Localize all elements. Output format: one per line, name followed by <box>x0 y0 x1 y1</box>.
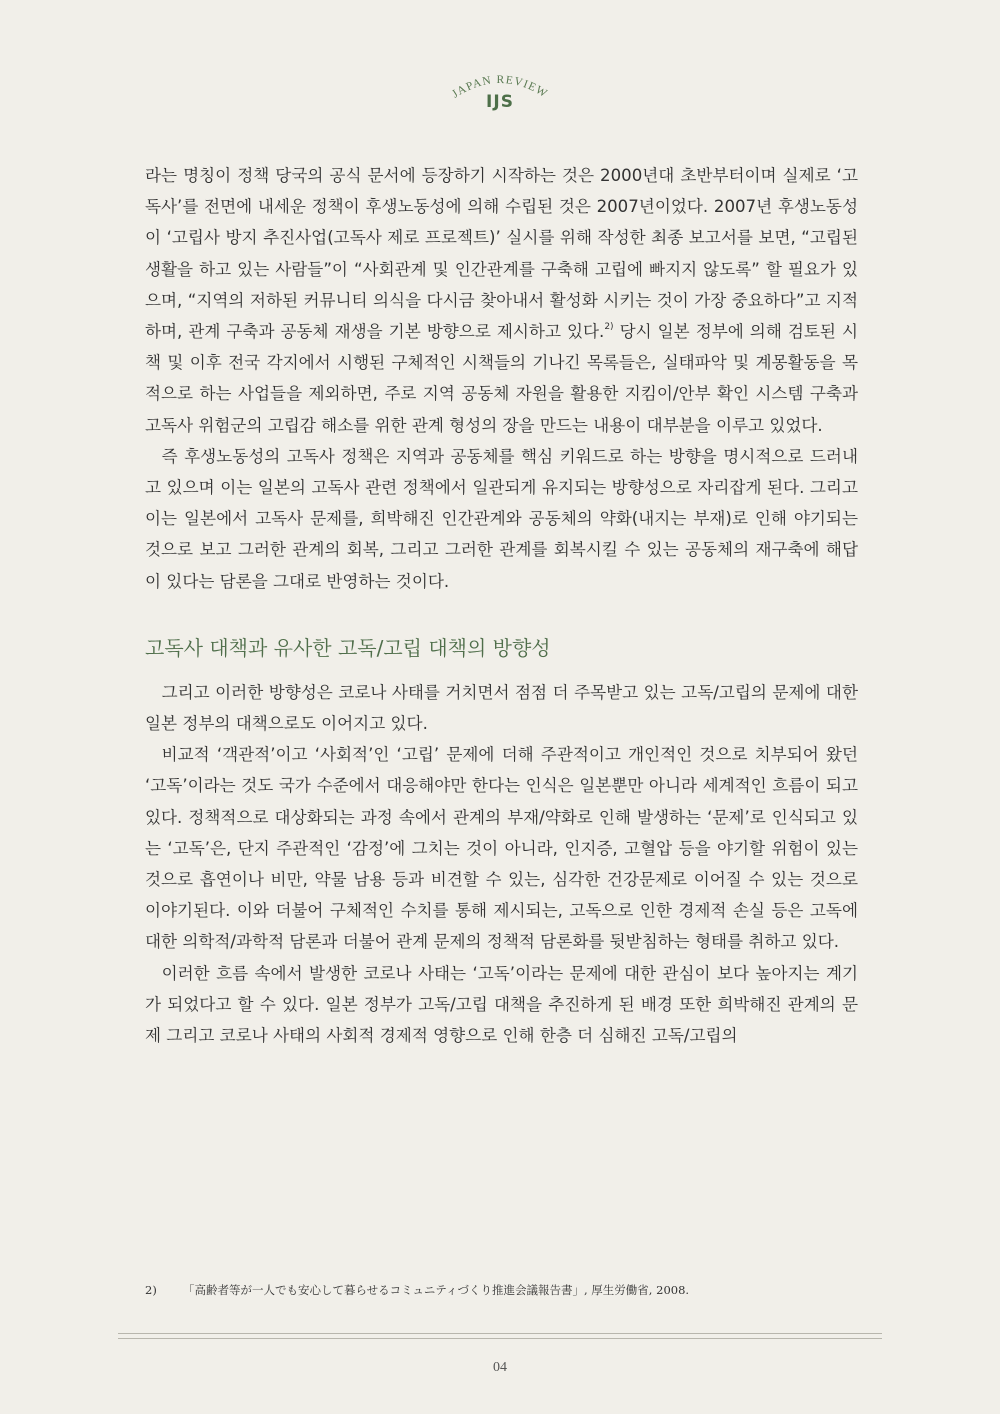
footnote <box>145 1282 858 1298</box>
footnote-reference: 2) <box>604 322 614 333</box>
article-body <box>145 160 858 1051</box>
page-number: 04 <box>493 1360 507 1375</box>
journal-logo: IJS <box>486 92 514 112</box>
paragraph-5: 이러한 흐름 속에서 발생한 코로나 사태는 ‘고독’이라는 문제에 대한 관심이 보다 높아지는 계기가 되었다고 할 수 있다. 일본 정부가 고독/고립 대책을 추진하게 된 배경 또한 희박해진 관계의 문제 그리고 코로나 사태의 사회적 경제적 영향으로 인해 한층 더 심해진 고독/고립의 <box>145 963 858 1046</box>
footnote-text: 「高齢者等が一人でも安心して暮らせるコミュニティづくり推進会議報告書」, 厚生労働省, 2008. <box>183 1283 690 1297</box>
paragraph-1b-text: 당시 일본 정부에 의해 검토된 시책 및 이후 전국 각지에서 시행된 구체적인 시책들의 기나긴 목록들은, 실태파악 및 계몽활동을 목적으로 하는 사업들을 제외하면, 주로 지역 공동체 자원을 활용한 지킴이/안부 확인 시스템 구축과 고독사 위험군의 고립감 해소를 위한 관계 형성의 장을 만드는 내용이 대부분을 이루고 있었다. <box>145 322 858 435</box>
paragraph-1-text: 라는 명칭이 정책 당국의 공식 문서에 등장하기 시작하는 것은 2000년대 초반부터이며 실제로 ‘고독사’를 전면에 내세운 정책이 후생노동성에 의해 수립된 것은 2007년이었다. 2007년 후생노동성이 ‘고립사 방지 추진사업(고독사 제로 프로젝트)’ 실시를 위해 작성한 최종 보고서를 보면, “고립된 생활을 하고 있는 사람들”이 “사회관계 및 인간관계를 구축해 고립에 빠지지 않도록” 할 필요가 있으며, “지역의 저하된 커뮤니티 의식을 다시금 찾아내서 활성화 시키는 것이 가장 중요하다”고 지적하며, 관계 구축과 공동체 재생을 기본 방향으로 제시하고 있다. <box>145 166 858 342</box>
paragraph-4: 비교적 ‘객관적’이고 ‘사회적’인 ‘고립’ 문제에 더해 주관적이고 개인적인 것으로 치부되어 왔던 ‘고독’이라는 것도 국가 수준에서 대응해야만 한다는 인식은 일본뿐만 아니라 세계적인 흐름이 되고 있다. 정책적으로 대상화되는 과정 속에서 관계의 부재/약화로 인해 발생하는 ‘문제’로 인식되고 있는 ‘고독’은, 단지 주관적인 ‘감정’에 그치는 것이 아니라, 인지증, 고혈압 등을 야기할 위험이 있는 것으로 흡연이나 비만, 약물 남용 등과 비견할 수 있는, 심각한 건강문제로 이어질 수 있는 것으로 이야기된다. 이와 더불어 구체적인 수치를 통해 제시되는, 고독으로 인한 경제적 손실 등은 고독에 대한 의학적/과학적 담론과 더불어 관계 문제의 정책적 담론화를 뒷받침하는 형태를 취하고 있다. <box>145 745 858 952</box>
paragraph-3: 그리고 이러한 방향성은 코로나 사태를 거치면서 점점 더 주목받고 있는 고독/고립의 문제에 대한 일본 정부의 대책으로도 이어지고 있다. <box>145 682 858 734</box>
paragraph-2: 즉 후생노동성의 고독사 정책은 지역과 공동체를 핵심 키워드로 하는 방향을 명시적으로 드러내고 있으며 이는 일본의 고독사 관련 정책에서 일관되게 유지되는 방향성으로 자리잡게 된다. 그리고 이는 일본에서 고독사 문제를, 희박해진 인간관계와 공동체의 약화(내지는 부재)로 인해 야기되는 것으로 보고 그러한 관계의 회복, 그리고 그러한 관계를 회복시킬 수 있는 공동체의 재구축에 해답이 있다는 담론을 그대로 반영하는 것이다. <box>145 446 858 591</box>
paragraph-1 <box>145 160 858 441</box>
section-heading: 고독사 대책과 유사한 고독/고립 대책의 방향성 <box>145 635 551 660</box>
footer-rule-top <box>118 1333 882 1334</box>
journal-arc-text: JAPAN REVIEW <box>450 73 550 100</box>
footnote-number: 2) <box>145 1283 157 1297</box>
footer-rule-bottom <box>118 1338 882 1339</box>
